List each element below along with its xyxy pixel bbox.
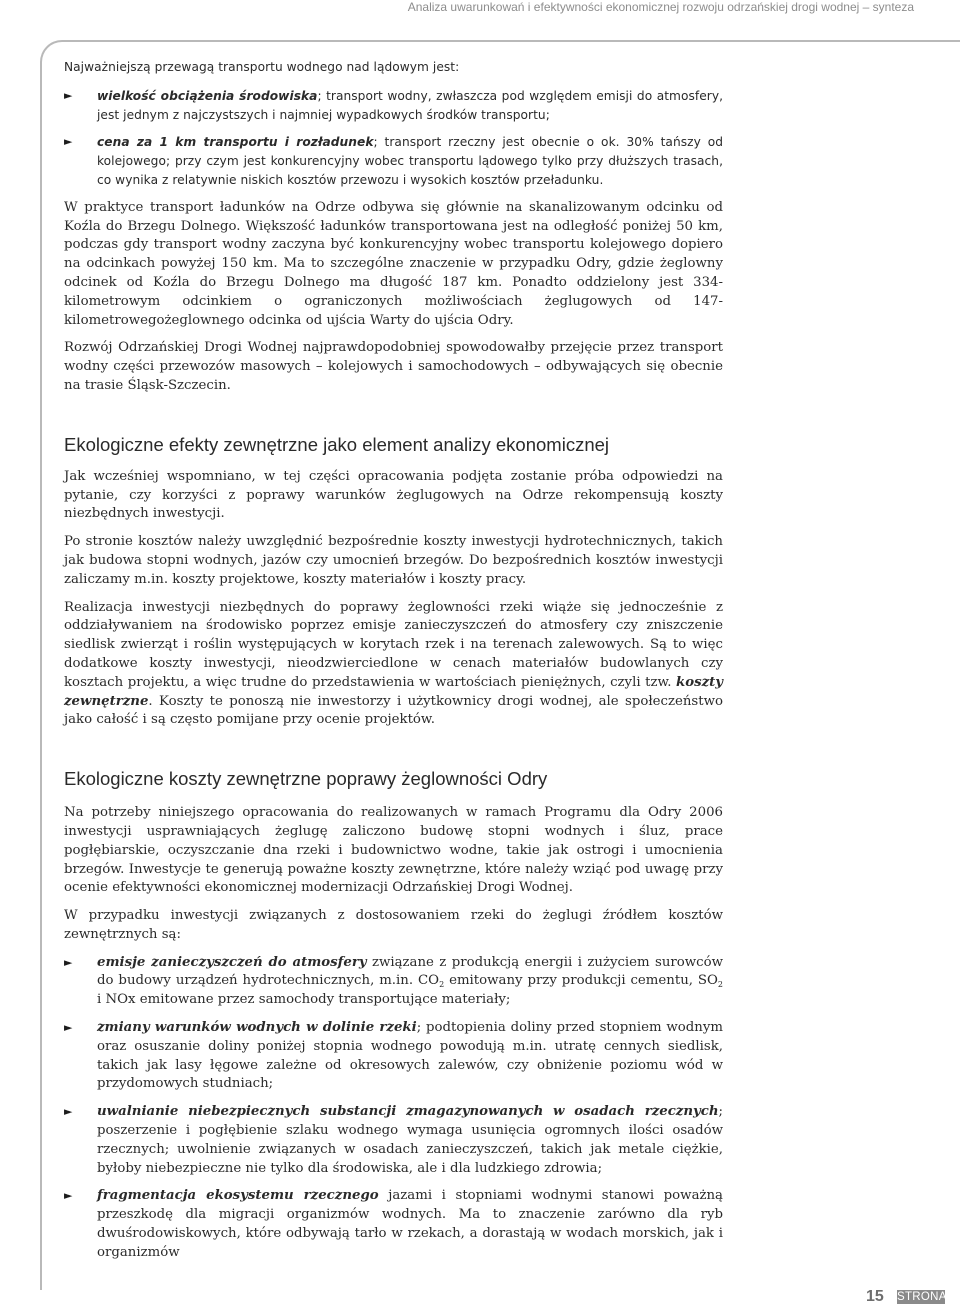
list-item-text bbox=[97, 87, 723, 125]
subscript: 2 bbox=[717, 980, 723, 990]
list-item-lead: uwalnianie niebezpiecznych substancji zmagazynowanych w osadach rzecznych bbox=[97, 1104, 719, 1120]
list-item-body: związane z produkcją energii i zużyciem surowców do budowy urządzeń hydrotechnicznych, m.in. CO bbox=[97, 954, 724, 989]
list-item-body: jazami i stopniami wodnymi stanowi poważną przeszkodę dla migracji organizmów wodnych. Ma to znaczenie zarówno dla ryb dwuśrodowiskowych, które odbywają tarło w rzekach, a dorastają w wodach morskich, jak i organizmów bbox=[97, 1188, 723, 1260]
intro-paragraph: Najważniejszą przewagą transportu wodnego nad lądowym jest: bbox=[64, 60, 460, 74]
running-header: Analiza uwarunkowań i efektywności ekonomicznej rozwoju odrzańskiej drogi wodnej – synteza bbox=[407, 0, 914, 14]
list-item-text bbox=[97, 954, 723, 1010]
paragraph-text: . Koszty te ponoszą nie inwestorzy i użytkownicy drogi wodnej, ale społeczeństwo jako całość i są często pomijane przy ocenie projektów. bbox=[64, 693, 723, 728]
body-paragraph: W praktyce transport ładunków na Odrze odbywa się głównie na skanalizowanym odcinku od Koźla do Brzegu Dolnego. Większość ładunków transportowana jest na odległość poniżej 50 km, podczas gdy transport wodny zaczyna być konkurencyjny wobec transportu kolejowego dopiero na odcinkach powyżej 150 km. Ma to szczególne znaczenie w przypadku Odry, gdzie żeglowny odcinek od Koźla do Brzegu Dolnego ma długość 187 km. Ponadto oddzielony jest 334-kilometrowym odcinkiem o ograniczonych możliwościach żeglugowych od 147-kilometrowegożeglownego odcinka od ujścia Warty do ujścia Odry. bbox=[64, 199, 723, 328]
section-heading: Ekologiczne koszty zewnętrzne poprawy żeglowności Odry bbox=[64, 768, 548, 790]
term-emphasis: koszty zewnętrzne bbox=[64, 674, 723, 709]
bullet-arrow-icon: ► bbox=[64, 88, 73, 102]
bullet-arrow-icon: ► bbox=[64, 1189, 73, 1203]
page-label-badge: STRONA bbox=[897, 1291, 947, 1303]
list-item-lead: wielkość obciążenia środowiska bbox=[97, 88, 318, 103]
list-item bbox=[64, 954, 723, 1010]
page-content bbox=[64, 58, 723, 1263]
body-paragraph bbox=[64, 599, 723, 731]
list-item-lead: zmiany warunków wodnych w dolinie rzeki bbox=[97, 1020, 417, 1036]
body-paragraph: Na potrzeby niniejszego opracowania do realizowanych w ramach Programu dla Odry 2006 inwestycji usprawniających żeglugę zaliczono budowę stopni wodnych i śluz, prace pogłębiarskie, oczyszczanie dna rzeki i budownictwo wodne, takie jak ostrogi i umocnienia brzegów. Inwestycje te generują poważne koszty zewnętrzne, które należy wziąć pod uwagę przy ocenie efektywności ekonomicznej modernizacji Odrzańskiej Drogi Wodnej. bbox=[64, 805, 723, 896]
bullet-arrow-icon: ► bbox=[64, 135, 73, 149]
list-item-text bbox=[97, 1019, 723, 1094]
list-item bbox=[64, 133, 723, 189]
list-item bbox=[64, 87, 723, 125]
subscript: 2 bbox=[439, 980, 445, 990]
bullet-arrow-icon: ► bbox=[64, 1105, 73, 1119]
body-paragraph: Jak wcześniej wspomniano, w tej części opracowania podjęta zostanie próba odpowiedzi na pytanie, czy korzyści z poprawy warunków żeglugowych na Odrze rekompensują koszty niezbędnych inwestycji. bbox=[64, 468, 723, 522]
page-number: 15 bbox=[866, 1288, 884, 1305]
list-item-lead: emisje zanieczyszczeń do atmosfery bbox=[97, 954, 367, 970]
paragraph-text: Realizacja inwestycji niezbędnych do poprawy żeglowności rzeki wiąże się jednocześnie z oddziaływaniem na środowisko poprzez emisje zanieczyszczeń do atmosfery czy zniszczenie siedlisk zwierząt i roślin występujących w korytach rzek i na terenach zalewowych. Są to więc dodatkowe koszty inwestycji, nieodzwierciedlone w cenach materiałów budowlanych czy kosztach projektu, a więc trudne do przedstawienia w wartościach pieniężnych, czyli tzw. bbox=[64, 599, 723, 690]
list-item-text bbox=[97, 1187, 723, 1262]
list-item-body: ; transport rzeczny jest obecnie o ok. 30% tańszy od kolejowego; przy czym jest konkurencyjny wobec transportu lądowego tylko przy dłuższych trasach, co wynika z relatywnie niskich kosztów przewozu i wysokich kosztów przeładunku. bbox=[97, 135, 724, 187]
bullet-arrow-icon: ► bbox=[64, 1021, 73, 1035]
body-paragraph: Rozwój Odrzańskiej Drogi Wodnej najprawdopodobniej spowodowałby przejęcie przez transport wodny części przewozów masowych – kolejowych i samochodowych – odbywających się obecnie na trasie Śląsk-Szczecin. bbox=[64, 340, 723, 393]
list-item bbox=[64, 1019, 723, 1094]
list-item-text bbox=[97, 1103, 723, 1178]
list-item-body: ; poszerzenie i pogłębienie szlaku wodnego wymaga usunięcia ogromnych ilości osadów rzecznych; uwolnienie związanych w osadach zanieczyszczeń, takich jak metale ciężkie, byłoby niebezpieczne nie tylko dla środowiska, ale i dla ludzkiego zdrowia; bbox=[97, 1104, 723, 1176]
list-item bbox=[64, 1103, 723, 1178]
list-item-body: emitowany przy produkcji cementu, SO bbox=[444, 973, 718, 989]
body-paragraph: W przypadku inwestycji związanych z dostosowaniem rzeki do żeglugi źródłem kosztów zewnętrznych są: bbox=[64, 908, 723, 942]
list-item-body: ; podtopienia doliny przed stopniem wodnym oraz osuszanie doliny poniżej stopnia wodnego powodują m.in. utratę cennych siedlisk, takich jak lasy łęgowe zależne od okresowych zalewów, czy obniżenie poziomu wód w przydomowych studniach; bbox=[97, 1020, 723, 1092]
list-item bbox=[64, 1187, 723, 1262]
list-item-lead: cena za 1 km transportu i rozładunek bbox=[97, 135, 374, 150]
header-band bbox=[0, 0, 960, 22]
list-item-lead: fragmentacja ekosystemu rzecznego bbox=[97, 1188, 379, 1204]
body-paragraph: Po stronie kosztów należy uwzględnić bezpośrednie koszty inwestycji hydrotechnicznych, takich jak budowa stopni wodnych, jazów czy umocnień brzegów. Do bezpośrednich kosztów inwestycji zaliczamy m.in. koszty projektowe, koszty materiałów i koszty pracy. bbox=[64, 534, 723, 587]
section-heading: Ekologiczne efekty zewnętrzne jako element analizy ekonomicznej bbox=[64, 433, 610, 455]
list-item-text bbox=[97, 133, 723, 189]
list-item-body: i NOx emitowane przez samochody transportujące materiały; bbox=[97, 992, 511, 1008]
list-item-body: ; transport wodny, zwłaszcza pod względem emisji do atmosfery, jest jednym z najczystszych i najmniej wypadkowych środków transportu; bbox=[97, 88, 723, 122]
bullet-arrow-icon: ► bbox=[64, 955, 73, 969]
